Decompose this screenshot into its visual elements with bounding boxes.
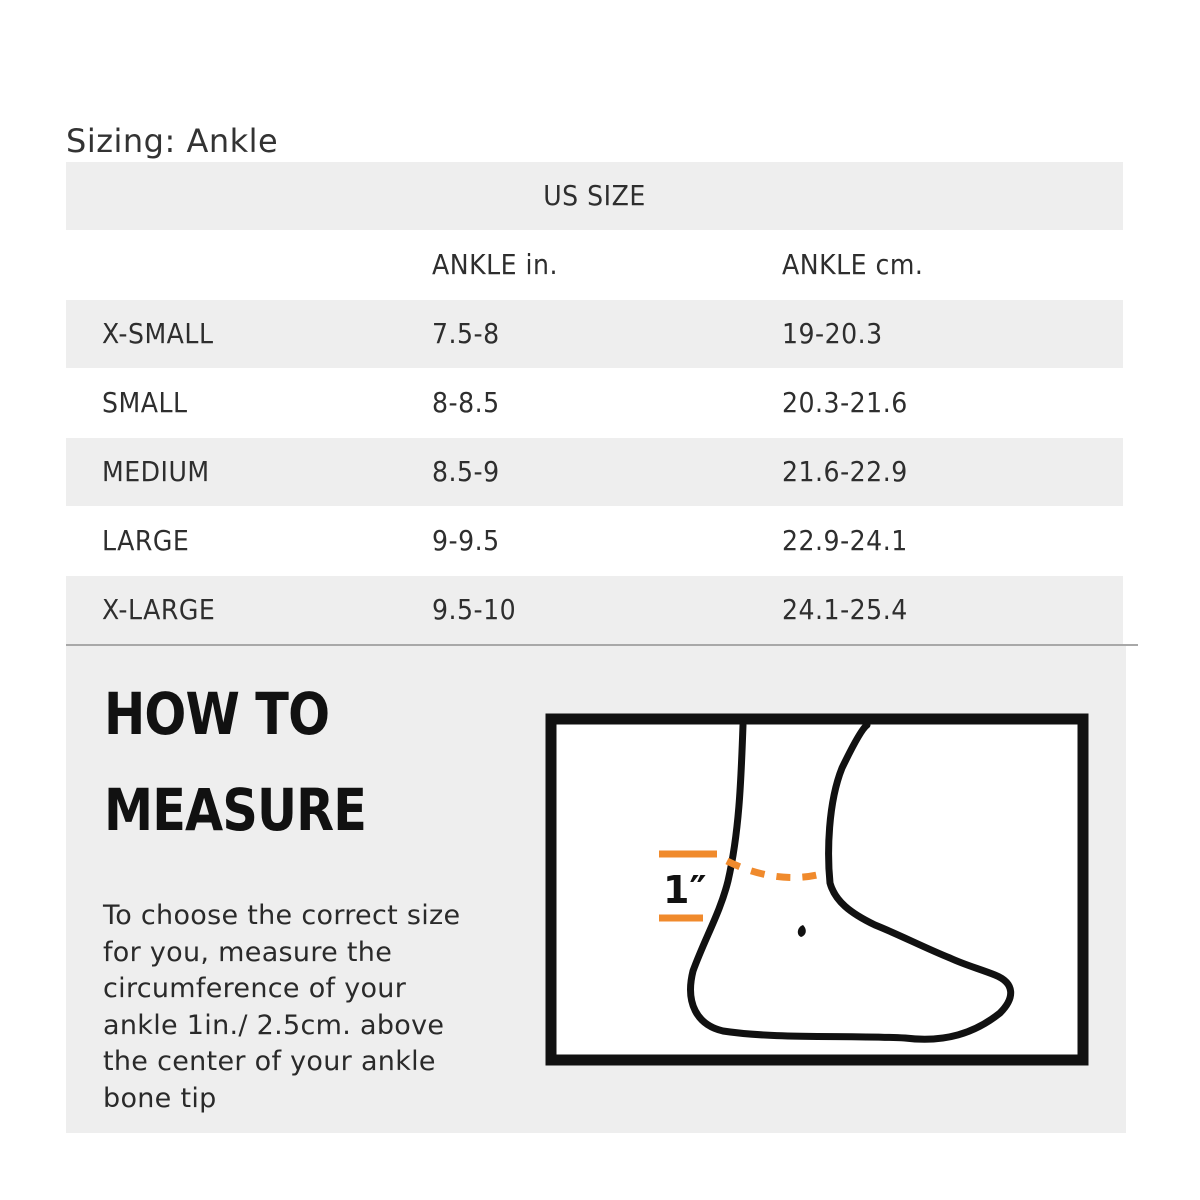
how-to-heading-line2: MEASURE bbox=[104, 776, 367, 844]
size-label: X-LARGE bbox=[102, 593, 216, 626]
diagram-1in-label: 1″ bbox=[663, 868, 707, 912]
inches-value: 7.5-8 bbox=[432, 317, 500, 350]
sizing-title: Sizing: Ankle bbox=[66, 122, 279, 160]
cm-value: 24.1-25.4 bbox=[782, 593, 908, 626]
inches-value: 9.5-10 bbox=[432, 593, 517, 626]
inches-value: 9-9.5 bbox=[432, 524, 500, 557]
ankle-cm-header: ANKLE cm. bbox=[782, 248, 924, 281]
table-row bbox=[66, 300, 1123, 368]
cm-value: 19-20.3 bbox=[782, 317, 883, 350]
ankle-diagram-icon bbox=[545, 713, 1089, 1066]
measure-instructions: To choose the correct size for you, measure the circumference of your ankle 1in./ 2.5cm. above the center of your ankle bone tip bbox=[103, 900, 461, 1114]
cm-value: 20.3-21.6 bbox=[782, 386, 908, 419]
size-label: SMALL bbox=[102, 386, 188, 419]
how-to-heading-line1: HOW TO bbox=[104, 680, 330, 748]
table-row bbox=[66, 507, 1123, 575]
size-label: LARGE bbox=[102, 524, 190, 557]
size-label: MEDIUM bbox=[102, 455, 210, 488]
ankle-inches-header: ANKLE in. bbox=[432, 248, 558, 281]
table-row bbox=[66, 576, 1123, 644]
cm-value: 22.9-24.1 bbox=[782, 524, 908, 557]
table-row bbox=[66, 438, 1123, 506]
table-row bbox=[66, 369, 1123, 437]
inches-value: 8.5-9 bbox=[432, 455, 500, 488]
us-size-header: US SIZE bbox=[543, 179, 646, 212]
inches-value: 8-8.5 bbox=[432, 386, 500, 419]
table-column-header-row bbox=[66, 231, 1123, 299]
cm-value: 21.6-22.9 bbox=[782, 455, 908, 488]
table-group-header-row bbox=[66, 162, 1123, 230]
size-label: X-SMALL bbox=[102, 317, 214, 350]
